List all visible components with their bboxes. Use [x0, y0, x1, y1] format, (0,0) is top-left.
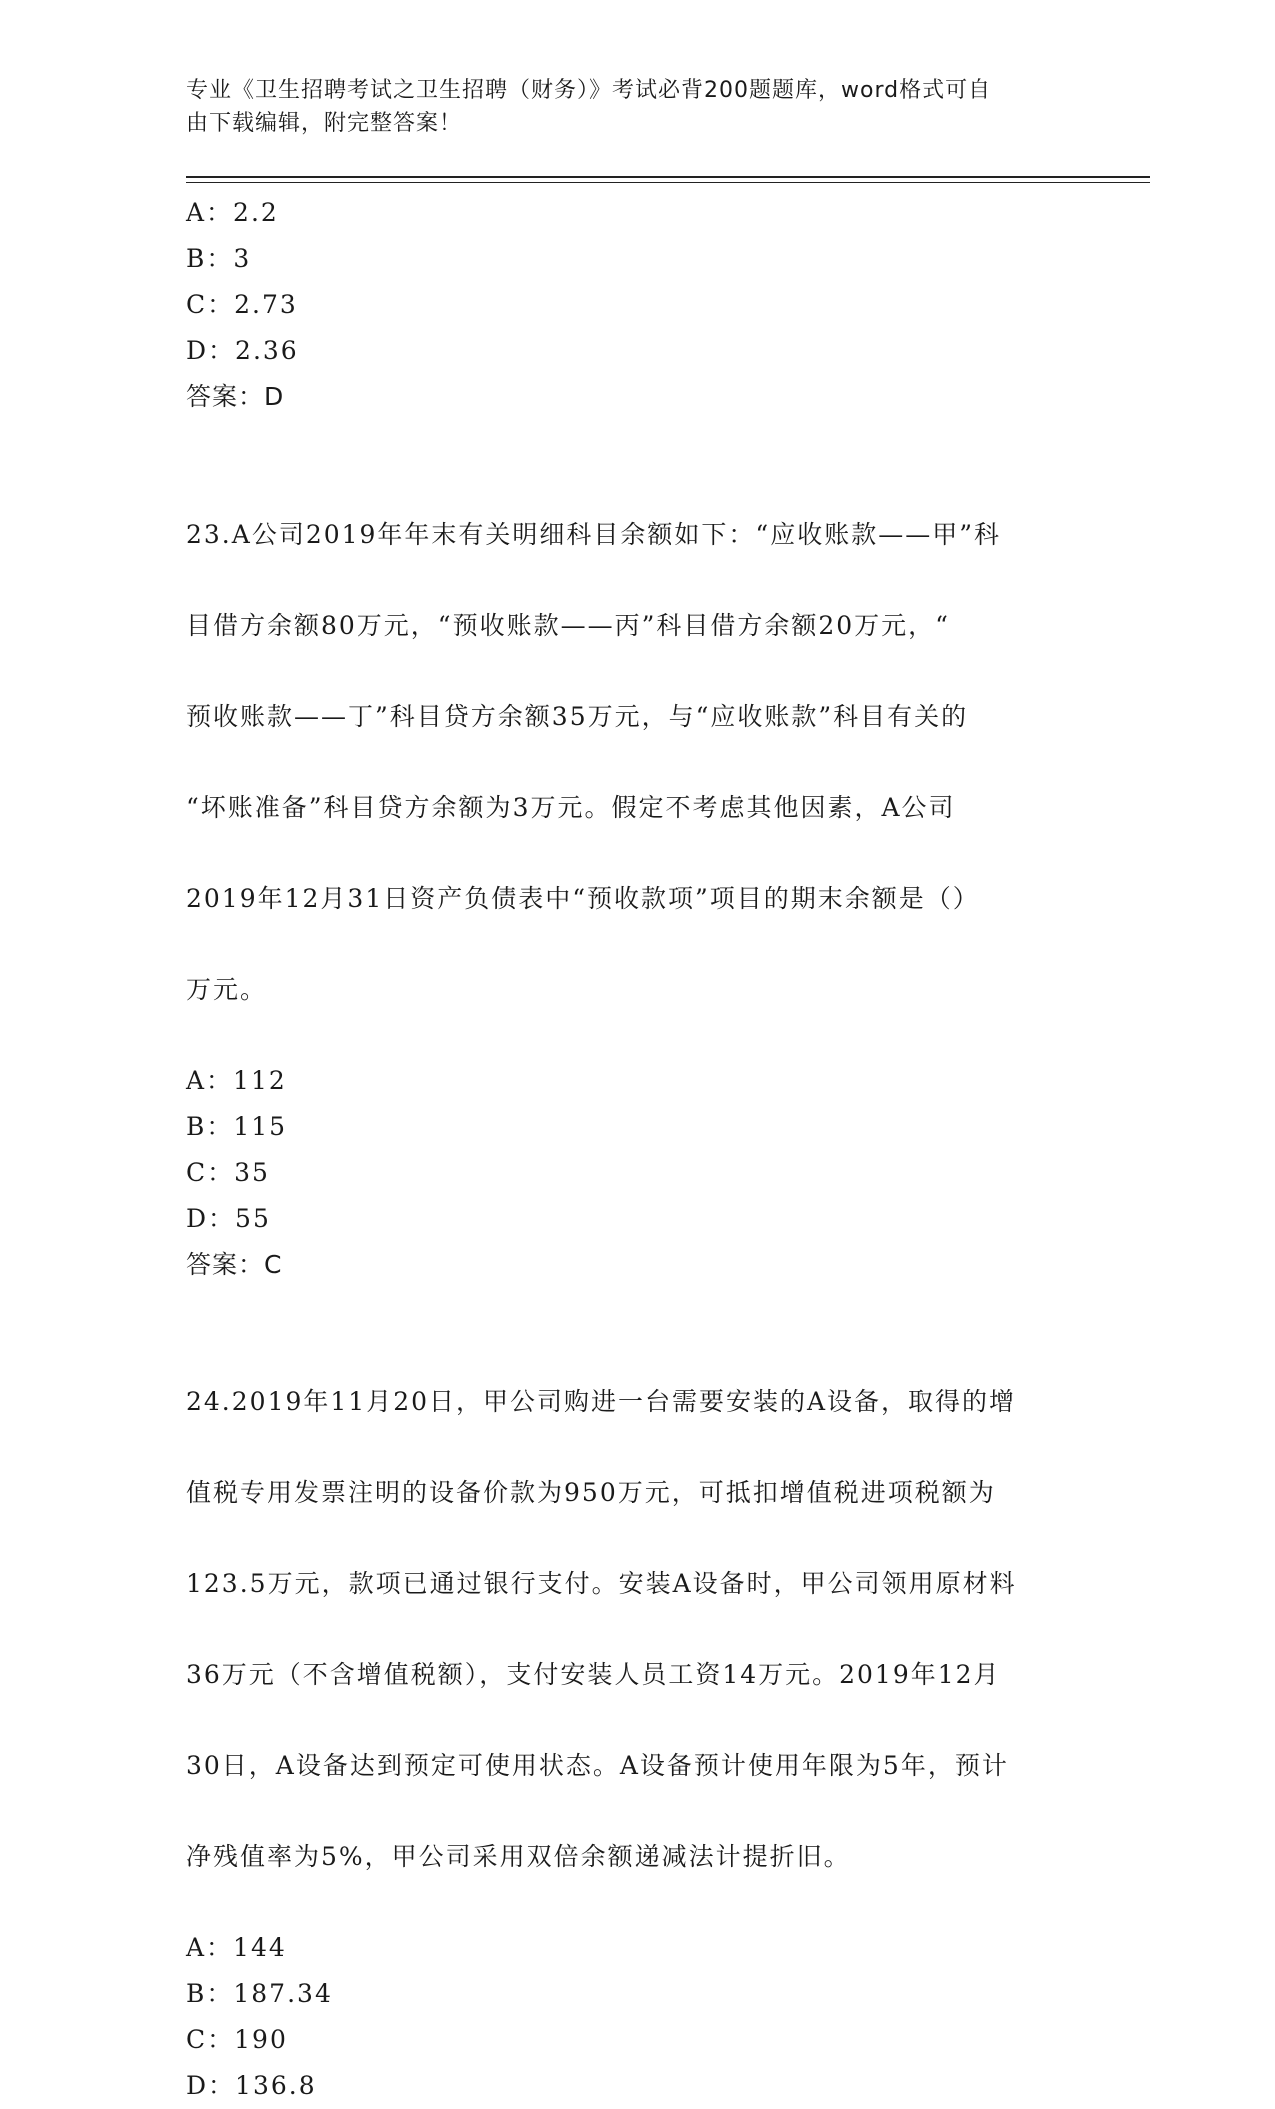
document-content [186, 190, 1086, 2109]
question-23-line-4: “坏账准备”科目贷方余额为3万元。假定不考虑其他因素，A公司 [186, 792, 956, 822]
question-24-line-6: 净残值率为5%，甲公司采用双倍余额递减法计提折旧。 [186, 1842, 851, 1871]
question-22-answer: 答案：D [186, 382, 285, 411]
option-a: A：112 [186, 1065, 287, 1095]
header-line-1: 专业《卫生招聘考试之卫生招聘（财务）》考试必背200题题库，word格式可自 [186, 78, 992, 103]
header-rule-thick [186, 176, 1150, 178]
option-c: C：2.73 [186, 290, 298, 319]
question-23-line-5: 2019年12月31日资产负债表中“预收款项”项目的期末余额是（） [186, 883, 980, 913]
question-22-options [186, 190, 1086, 374]
header-rule-thin [186, 182, 1150, 183]
question-24-options [186, 1925, 1086, 2109]
option-d: D：2.36 [186, 336, 299, 365]
header-line-2: 由下载编辑，附完整答案！ [186, 111, 463, 136]
question-23-line-2: 目借方余额80万元，“预收账款——丙”科目借方余额20万元，“ [186, 610, 950, 640]
question-23-line-6: 万元。 [186, 974, 268, 1004]
question-23-line-3: 预收账款——丁”科目贷方余额35万元，与“应收账款”科目有关的 [186, 701, 969, 731]
question-23-stem [186, 466, 1086, 1058]
question-24-line-3: 123.5万元，款项已通过银行支付。安装A设备时，甲公司领用原材料 [186, 1569, 1017, 1598]
option-b: B：115 [186, 1111, 288, 1141]
question-24-line-1: 24.2019年11月20日，甲公司购进一台需要安装的A设备，取得的增 [186, 1387, 1017, 1416]
spacer [186, 420, 1086, 466]
question-24-line-2: 值税专用发票注明的设备价款为950万元，可抵扣增值税进项税额为 [186, 1478, 996, 1507]
option-b: B：187.34 [186, 1979, 333, 2008]
question-23-line-1: 23.A公司2019年年末有关明细科目余额如下：“应收账款——甲”科 [186, 519, 1001, 549]
option-a: A：2.2 [186, 198, 279, 227]
question-23-options [186, 1058, 1086, 1242]
option-b: B：3 [186, 244, 252, 273]
option-c: C：35 [186, 1157, 270, 1187]
spacer [186, 1288, 1086, 1334]
question-24-line-5: 30日，A设备达到预定可使用状态。A设备预计使用年限为5年，预计 [186, 1751, 1009, 1780]
option-d: D：55 [186, 1203, 271, 1233]
question-24-line-4: 36万元（不含增值税额），支付安装人员工资14万元。2019年12月 [186, 1660, 1001, 1689]
option-a: A：144 [186, 1933, 287, 1962]
document-header [186, 74, 1066, 140]
question-24-stem [186, 1334, 1086, 1926]
option-c: C：190 [186, 2025, 288, 2054]
question-23-answer: 答案：C [186, 1249, 283, 1279]
option-d: D：136.8 [186, 2071, 317, 2100]
